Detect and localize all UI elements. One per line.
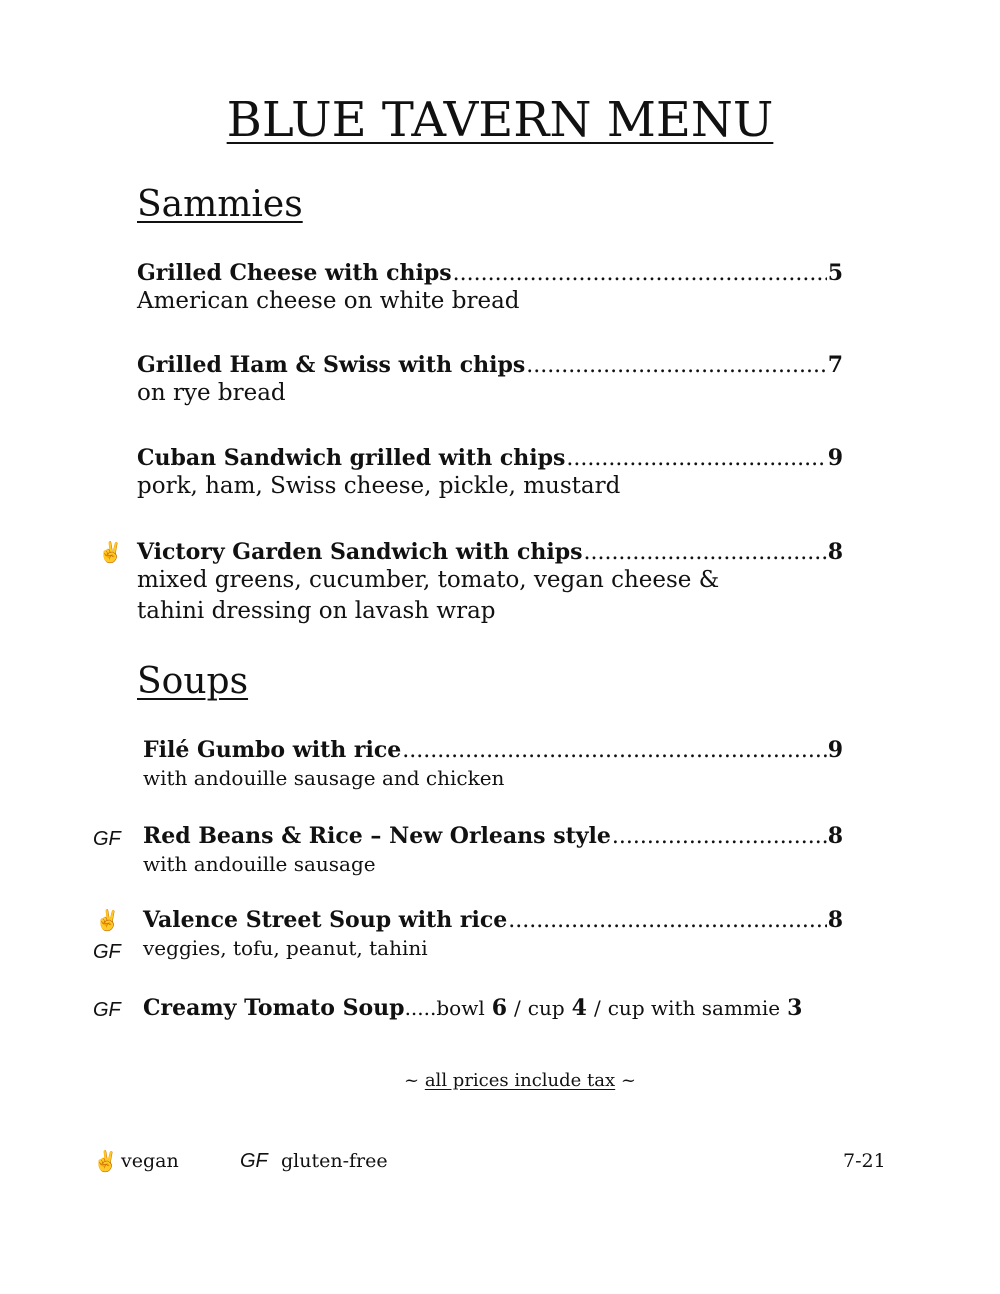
gf-marker: GF [240,1150,268,1172]
vegan-icon: ✌ [93,1149,118,1173]
item-description: American cheese on white bread [137,288,520,314]
item-name: Red Beans & Rice – New Orleans style [143,823,611,849]
dot-leader: ..... [404,996,437,1020]
menu-item [137,539,843,627]
item-description: veggies, tofu, peanut, tahini [143,936,428,960]
menu-item [143,907,843,964]
bowl-label: bowl [436,996,485,1020]
menu-title-text: BLUE TAVERN MENU [226,92,774,148]
gf-marker: GF [93,941,121,963]
item-price: 5 [827,260,843,286]
dot-leader [566,446,826,471]
item-name: Victory Garden Sandwich with chips [137,539,583,565]
item-name: Valence Street Soup with rice [143,907,508,933]
vegan-icon: ✌ [98,540,123,564]
item-name: Creamy Tomato Soup [143,995,405,1021]
item-price: 9 [827,445,843,471]
item-price: 8 [827,539,843,565]
dot-leader [508,908,826,933]
item-name: Grilled Cheese with chips [137,260,452,286]
item-price: 8 [827,823,843,849]
menu-title [0,92,1000,148]
item-description: on rye bread [137,380,286,406]
dot-leader [583,540,826,565]
menu-item [143,823,843,880]
item-description: mixed greens, cucumber, tomato, vegan cheese & tahini dressing on lavash wrap [137,567,720,624]
item-name: Cuban Sandwich grilled with chips [137,445,566,471]
price-separator: / [593,996,601,1020]
tilde: ~ [404,1070,420,1091]
dot-leader [402,738,826,763]
menu-item [143,737,843,794]
tilde: ~ [620,1070,636,1091]
tax-note [0,1070,1000,1091]
vegan-icon: ✌ [95,908,120,932]
gf-marker: GF [93,999,121,1021]
gf-marker: GF [93,828,121,850]
menu-date: 7-21 [843,1150,886,1172]
item-price: 9 [827,737,843,763]
cup-price: 4 [571,995,587,1021]
section-heading-sammies: Sammies [137,184,303,225]
menu-item [143,995,802,1021]
menu-item [137,445,843,502]
legend-vegan-label: vegan [121,1150,179,1172]
item-price: 7 [827,352,843,378]
item-description: with andouille sausage and chicken [143,766,505,790]
menu-item [137,260,843,317]
bowl-price: 6 [491,995,508,1021]
item-description: with andouille sausage [143,852,376,876]
legend-gf-label: gluten-free [281,1150,388,1172]
dot-leader [526,353,826,378]
dot-leader [612,824,827,849]
item-name: Filé Gumbo with rice [143,737,402,763]
item-name: Grilled Ham & Swiss with chips [137,352,526,378]
combo-label: cup with sammie [607,996,781,1020]
item-description: pork, ham, Swiss cheese, pickle, mustard [137,473,621,499]
cup-label: cup [527,996,565,1020]
item-price: 8 [827,907,843,933]
tax-note-text: all prices include tax [424,1070,616,1091]
combo-price: 3 [787,995,803,1021]
section-heading-soups: Soups [137,661,249,702]
menu-item [137,352,843,409]
price-separator: / [514,996,521,1020]
dot-leader [453,261,827,286]
